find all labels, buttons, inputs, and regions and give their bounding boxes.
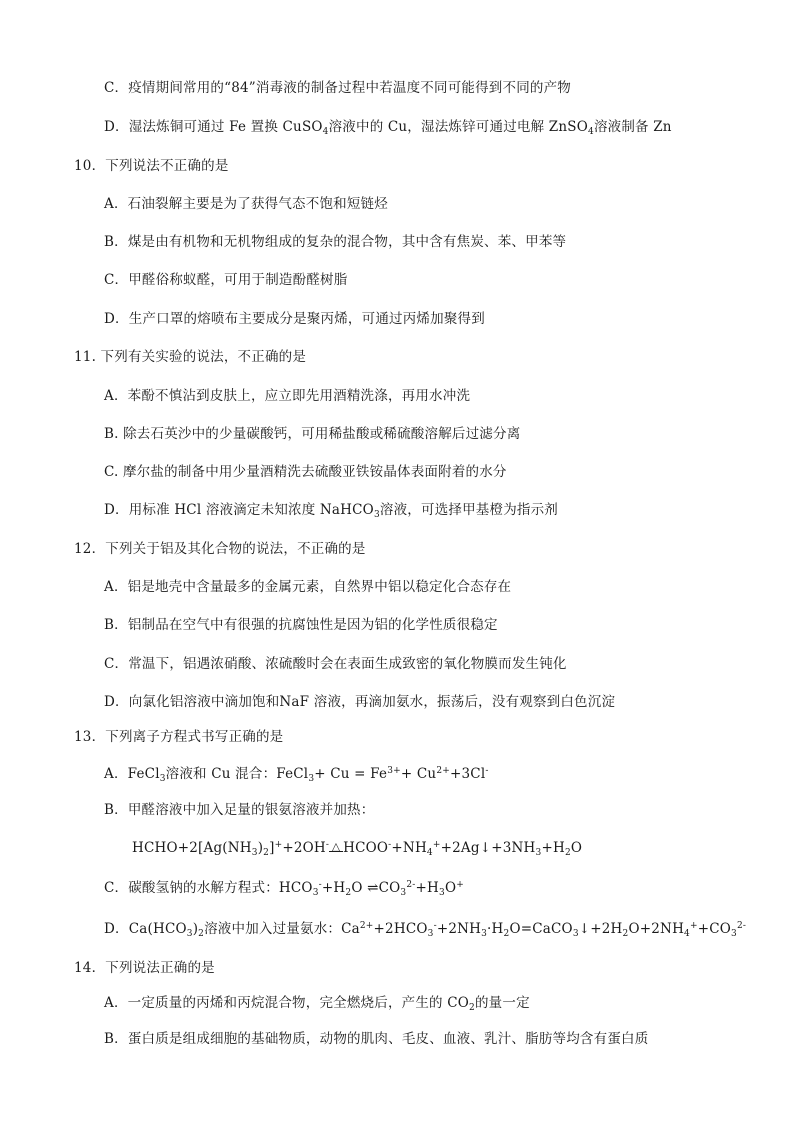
q10-option-a: A．石油裂解主要是为了获得气态不饱和短链烃 xyxy=(104,196,388,212)
question-14-title: 14．下列说法正确的是 xyxy=(74,960,215,976)
q10-option-d: D．生产口罩的熔喷布主要成分是聚丙烯，可通过丙烯加聚得到 xyxy=(104,311,485,327)
q13-option-a: A．FeCl$_3$溶液和 Cu 混合：FeCl$_3$+ $Cu = Fe^{3+}+ Cu^{2+}+3Cl^-$ xyxy=(104,766,489,784)
q14-option-a: A．一定质量的丙烯和丙烷混合物，完全燃烧后，产生的 $CO_2$的量一定 xyxy=(104,995,530,1013)
question-10-title: 10．下列说法不正确的是 xyxy=(74,158,229,174)
question-12-title: 12．下列关于铝及其化合物的说法，不正确的是 xyxy=(74,541,366,557)
q14-option-b: B．蛋白质是组成细胞的基础物质，动物的肌肉、毛皮、血液、乳汁、脂肪等均含有蛋白质 xyxy=(104,1031,649,1047)
question-13-title: 13．下列离子方程式书写正确的是 xyxy=(74,729,284,745)
q12-option-b: B．铝制品在空气中有很强的抗腐蚀性是因为铝的化学性质很稳定 xyxy=(104,617,498,633)
q13-option-b-equation: $HCHO+2[Ag(NH_3)_2]^++2OH^-$ △ $HCOO^-+NH_4^++2Ag↓+3NH_3+H_2O$ xyxy=(132,840,583,858)
q10-option-b: B．煤是由有机物和无机物组成的复杂的混合物，其中含有焦炭、苯、甲苯等 xyxy=(104,234,567,250)
q10-option-c: C．甲醛俗称蚁醛，可用于制造酚醛树脂 xyxy=(104,272,348,288)
q9-option-c: C．疫情期间常用的“84”消毒液的制备过程中若温度不同可能得到不同的产物 xyxy=(104,80,572,96)
q13-option-c: C．碳酸氢钠的水解方程式：$HCO_3^-+H_2O$ $\rightleftharpoons CO_3^{2-}+H_3O^+$ xyxy=(104,880,464,898)
q11-option-a: A．苯酚不慎沾到皮肤上，应立即先用酒精洗涤，再用水冲洗 xyxy=(104,388,471,404)
q12-option-d: D．向氯化铝溶液中滴加饱和NaF 溶液，再滴加氨水，振荡后，没有观察到白色沉淀 xyxy=(104,694,616,710)
q11-option-c: C. 摩尔盐的制备中用少量酒精洗去硫酸亚铁铵晶体表面附着的水分 xyxy=(104,464,507,480)
q9-option-d: D．湿法炼铜可通过 Fe 置换 CuSO$_4$溶液中的 Cu，湿法炼锌可通过电解 ZnSO$_4$溶液制备 Zn xyxy=(104,119,672,137)
heat-arrow-icon: △ xyxy=(329,843,343,852)
q13-option-b: B．甲醛溶液中加入足量的银氨溶液并加热： xyxy=(104,802,375,818)
q11-option-b: B. 除去石英沙中的少量碳酸钙，可用稀盐酸或稀硫酸溶解后过滤分离 xyxy=(104,426,521,442)
q13-option-d: D．$Ca(HCO_3)_2$溶液中加入过量氨水：$Ca^{2+}+2HCO_3^-+2NH_3\cdot H_2O=CaCO_3↓+2H_2O+2NH_4^++CO_3^{2-}$ xyxy=(104,921,747,939)
q12-option-c: C．常温下，铝遇浓硝酸、浓硫酸时会在表面生成致密的氧化物膜而发生钝化 xyxy=(104,656,567,672)
q12-option-a: A．铝是地壳中含量最多的金属元素，自然界中铝以稳定化合态存在 xyxy=(104,579,512,595)
q11-option-d: D．用标准 HCl 溶液滴定未知浓度 NaHCO$_3$溶液，可选择甲基橙为指示剂 xyxy=(104,502,558,520)
question-11-title: 11. 下列有关实验的说法，不正确的是 xyxy=(74,349,307,365)
